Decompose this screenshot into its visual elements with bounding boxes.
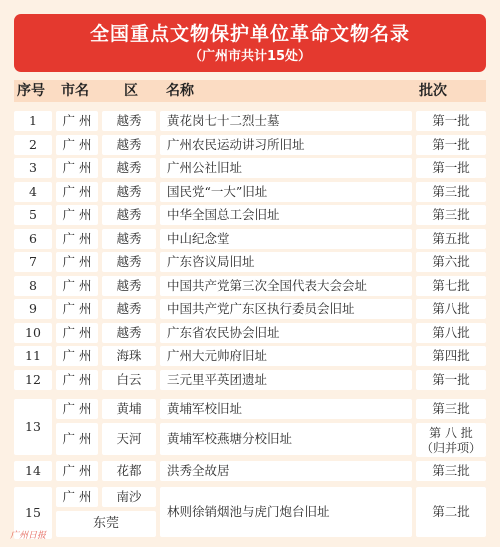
row-batch: 第一批 bbox=[416, 111, 486, 131]
row-13a-batch: 第三批 bbox=[416, 399, 486, 419]
header-district: 区 bbox=[124, 83, 138, 99]
row-batch: 第一批 bbox=[416, 370, 486, 390]
row-city: 广 州 bbox=[56, 182, 98, 202]
row-batch: 第七批 bbox=[416, 276, 486, 296]
row-name: 广州农民运动讲习所旧址 bbox=[160, 135, 412, 155]
row-13b-city: 广 州 bbox=[56, 423, 98, 455]
row-city: 广 州 bbox=[56, 111, 98, 131]
row-city: 广 州 bbox=[56, 299, 98, 319]
row-13b-name: 黄埔军校燕塘分校旧址 bbox=[160, 423, 412, 455]
row-name: 黄花岗七十二烈士墓 bbox=[160, 111, 412, 131]
row-13a-name: 黄埔军校旧址 bbox=[160, 399, 412, 419]
row-batch: 第八批 bbox=[416, 299, 486, 319]
row-batch: 第一批 bbox=[416, 135, 486, 155]
row-batch: 第五批 bbox=[416, 229, 486, 249]
row-number: 3 bbox=[14, 158, 52, 178]
row-city: 广 州 bbox=[56, 252, 98, 272]
row-15-city: 广 州 bbox=[56, 487, 98, 507]
row-batch: 第三批 bbox=[416, 205, 486, 225]
row-city: 广 州 bbox=[56, 158, 98, 178]
row-15-city-2: 东莞 bbox=[56, 511, 156, 537]
row-number: 6 bbox=[14, 229, 52, 249]
row-15-district: 南沙 bbox=[102, 487, 156, 507]
header-name: 名称 bbox=[166, 83, 194, 99]
row-district: 越秀 bbox=[102, 135, 156, 155]
row-name: 中华全国总工会旧址 bbox=[160, 205, 412, 225]
row-name: 广州大元帅府旧址 bbox=[160, 346, 412, 366]
row-city: 广 州 bbox=[56, 370, 98, 390]
header-batch: 批次 bbox=[419, 83, 447, 99]
row-number: 12 bbox=[14, 370, 52, 390]
row-district: 越秀 bbox=[102, 111, 156, 131]
row-batch: 第八批 bbox=[416, 323, 486, 343]
row-district: 越秀 bbox=[102, 276, 156, 296]
row-name: 中山纪念堂 bbox=[160, 229, 412, 249]
row-batch: 第六批 bbox=[416, 252, 486, 272]
row-city: 广 州 bbox=[56, 229, 98, 249]
row-batch: 第四批 bbox=[416, 346, 486, 366]
row-name: 国民党“一大”旧址 bbox=[160, 182, 412, 202]
row-number: 5 bbox=[14, 205, 52, 225]
header-city: 市名 bbox=[61, 83, 89, 99]
row-district: 越秀 bbox=[102, 299, 156, 319]
row-name: 广州公社旧址 bbox=[160, 158, 412, 178]
row-name: 广东咨议局旧址 bbox=[160, 252, 412, 272]
row-number: 10 bbox=[14, 323, 52, 343]
row-district: 越秀 bbox=[102, 252, 156, 272]
row-13b-batch-line1: 第 八 批 bbox=[429, 426, 473, 440]
row-city: 广 州 bbox=[56, 323, 98, 343]
row-district: 越秀 bbox=[102, 323, 156, 343]
page-subtitle: （广州市共计15处） bbox=[188, 49, 312, 64]
row-district: 白云 bbox=[102, 370, 156, 390]
row-district: 越秀 bbox=[102, 229, 156, 249]
row-name: 中国共产党广东区执行委员会旧址 bbox=[160, 299, 412, 319]
row-14-city: 广 州 bbox=[56, 461, 98, 481]
row-number: 8 bbox=[14, 276, 52, 296]
row-13b-batch bbox=[416, 423, 486, 457]
row-14-number: 14 bbox=[14, 461, 52, 481]
row-name: 三元里平英团遗址 bbox=[160, 370, 412, 390]
row-number: 1 bbox=[14, 111, 52, 131]
row-city: 广 州 bbox=[56, 135, 98, 155]
row-13a-district: 黄埔 bbox=[102, 399, 156, 419]
title-banner bbox=[14, 14, 486, 72]
row-batch: 第一批 bbox=[416, 158, 486, 178]
row-batch: 第三批 bbox=[416, 182, 486, 202]
newspaper-watermark: 广州日报 bbox=[10, 531, 47, 541]
row-13a-city: 广 州 bbox=[56, 399, 98, 419]
row-13b-district: 天河 bbox=[102, 423, 156, 455]
header-no: 序号 bbox=[17, 83, 45, 99]
row-name: 中国共产党第三次全国代表大会会址 bbox=[160, 276, 412, 296]
row-city: 广 州 bbox=[56, 205, 98, 225]
row-number: 7 bbox=[14, 252, 52, 272]
row-city: 广 州 bbox=[56, 276, 98, 296]
row-number: 9 bbox=[14, 299, 52, 319]
row-number: 11 bbox=[14, 346, 52, 366]
row-15-name: 林则徐销烟池与虎门炮台旧址 bbox=[160, 487, 412, 537]
row-district: 越秀 bbox=[102, 182, 156, 202]
row-district: 越秀 bbox=[102, 205, 156, 225]
row-13b-batch-line2: （归并项） bbox=[420, 441, 481, 455]
row-14-district: 花都 bbox=[102, 461, 156, 481]
page-title: 全国重点文物保护单位革命文物名录 bbox=[89, 23, 410, 45]
row-city: 广 州 bbox=[56, 346, 98, 366]
row-15-batch: 第二批 bbox=[416, 487, 486, 537]
table-header bbox=[14, 80, 486, 102]
row-district: 越秀 bbox=[102, 158, 156, 178]
row-number: 4 bbox=[14, 182, 52, 202]
row-14-batch: 第三批 bbox=[416, 461, 486, 481]
row-13-number: 13 bbox=[14, 399, 52, 455]
row-15-number: 15 bbox=[14, 487, 52, 539]
row-district: 海珠 bbox=[102, 346, 156, 366]
row-14-name: 洪秀全故居 bbox=[160, 461, 412, 481]
row-number: 2 bbox=[14, 135, 52, 155]
row-name: 广东省农民协会旧址 bbox=[160, 323, 412, 343]
